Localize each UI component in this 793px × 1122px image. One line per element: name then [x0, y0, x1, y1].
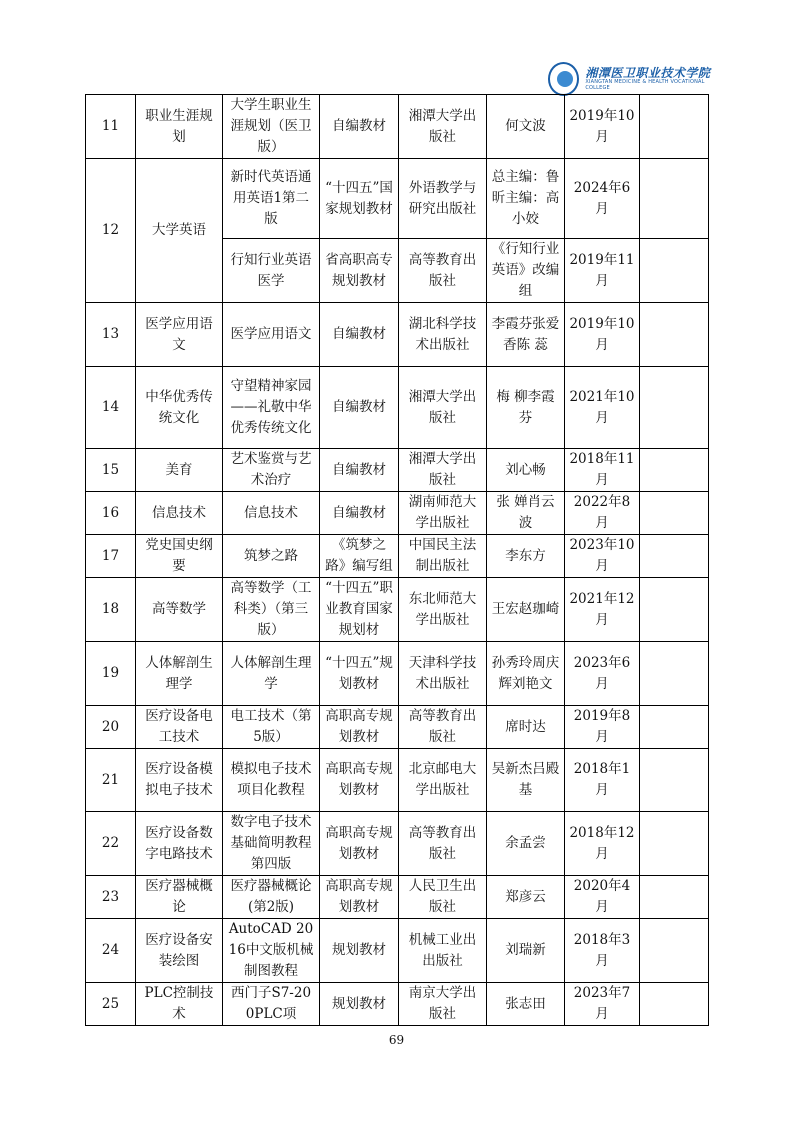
- note: [640, 919, 709, 983]
- publish-date: 2018年1月: [565, 749, 640, 812]
- publish-date: 2021年12月: [565, 578, 640, 642]
- note: [640, 749, 709, 812]
- table-row: [86, 367, 709, 449]
- note: [640, 159, 709, 239]
- publisher: 湘潭大学出版社: [399, 95, 487, 159]
- book-title: 大学生职业生涯规划（医卫版）: [223, 95, 320, 159]
- author: 吴新杰吕殿基: [487, 749, 565, 812]
- course-name: 信息技术: [136, 492, 223, 535]
- publisher: 高等教育出版社: [399, 812, 487, 876]
- book-title: 行知行业英语医学: [223, 239, 320, 303]
- table-row: [86, 159, 709, 239]
- author: 郑彦云: [487, 876, 565, 919]
- author: 王宏赵珈崎: [487, 578, 565, 642]
- publish-date: 2018年12月: [565, 812, 640, 876]
- author: 何文波: [487, 95, 565, 159]
- publish-date: 2020年4月: [565, 876, 640, 919]
- course-name: 医疗设备数字电路技术: [136, 812, 223, 876]
- author: 孙秀玲周庆辉刘艳文: [487, 642, 565, 706]
- row-number: 15: [86, 449, 136, 492]
- publish-date: 2023年6月: [565, 642, 640, 706]
- publisher: 机械工业出出版社: [399, 919, 487, 983]
- table-row: [86, 876, 709, 919]
- book-type: 省高职高专规划教材: [320, 239, 399, 303]
- publish-date: 2023年10月: [565, 535, 640, 578]
- book-type: 自编教材: [320, 95, 399, 159]
- table-row: [86, 578, 709, 642]
- note: [640, 876, 709, 919]
- note: [640, 535, 709, 578]
- table-row: [86, 812, 709, 876]
- book-title: 人体解剖生理学: [223, 642, 320, 706]
- row-number: 13: [86, 303, 136, 367]
- book-type: “十四五”国家规划教材: [320, 159, 399, 239]
- note: [640, 642, 709, 706]
- college-emblem-icon: [548, 62, 579, 96]
- course-name: 医疗器械概论: [136, 876, 223, 919]
- book-type: “十四五”规划教材: [320, 642, 399, 706]
- note: [640, 303, 709, 367]
- note: [640, 449, 709, 492]
- author: 刘心畅: [487, 449, 565, 492]
- publish-date: 2019年10月: [565, 95, 640, 159]
- row-number: 25: [86, 983, 136, 1026]
- course-name: 医学应用语文: [136, 303, 223, 367]
- author: 张 婵肖云波: [487, 492, 565, 535]
- course-name: 人体解剖生理学: [136, 642, 223, 706]
- note: [640, 578, 709, 642]
- course-name: 大学英语: [136, 159, 223, 303]
- book-title: 电工技术（第5版）: [223, 706, 320, 749]
- author: 刘瑞新: [487, 919, 565, 983]
- author: 余孟尝: [487, 812, 565, 876]
- row-number: 20: [86, 706, 136, 749]
- row-number: 12: [86, 159, 136, 303]
- publisher: 高等教育出版社: [399, 239, 487, 303]
- publisher: 湘潭大学出版社: [399, 367, 487, 449]
- book-type: 自编教材: [320, 449, 399, 492]
- logo-subtext: XIANGTAN MEDICINE & HEALTH VOCATIONAL COLLEGE: [585, 79, 705, 91]
- table-row: [86, 492, 709, 535]
- book-title: 守望精神家园——礼敬中华优秀传统文化: [223, 367, 320, 449]
- author: 梅 柳李霞芬: [487, 367, 565, 449]
- table-row: [86, 303, 709, 367]
- row-number: 21: [86, 749, 136, 812]
- course-name: 高等数学: [136, 578, 223, 642]
- publish-date: 2019年10月: [565, 303, 640, 367]
- book-title: 新时代英语通用英语1第二版: [223, 159, 320, 239]
- publisher: 南京大学出版社: [399, 983, 487, 1026]
- course-name: 医疗设备安装绘图: [136, 919, 223, 983]
- book-title: AutoCAD 2016中文版机械制图教程: [223, 919, 320, 983]
- row-number: 19: [86, 642, 136, 706]
- publisher: 天津科学技术出版社: [399, 642, 487, 706]
- note: [640, 812, 709, 876]
- publisher: 东北师范大学出版社: [399, 578, 487, 642]
- publisher: 人民卫生出版社: [399, 876, 487, 919]
- publisher: 高等教育出版社: [399, 706, 487, 749]
- publisher: 中国民主法制出版社: [399, 535, 487, 578]
- author: 李霞芬张爱香陈 蕊: [487, 303, 565, 367]
- publish-date: 2019年8月: [565, 706, 640, 749]
- author: 《行知行业英语》改编组: [487, 239, 565, 303]
- book-type: 规划教材: [320, 983, 399, 1026]
- course-name: PLC控制技术: [136, 983, 223, 1026]
- table-row: [86, 449, 709, 492]
- note: [640, 706, 709, 749]
- course-name: 中华优秀传统文化: [136, 367, 223, 449]
- publish-date: 2023年7月: [565, 983, 640, 1026]
- note: [640, 983, 709, 1026]
- publish-date: 2019年11月: [565, 239, 640, 303]
- publisher: 外语教学与研究出版社: [399, 159, 487, 239]
- book-type: 自编教材: [320, 303, 399, 367]
- book-type: “十四五”职业教育国家规划材: [320, 578, 399, 642]
- row-number: 11: [86, 95, 136, 159]
- publish-date: 2024年6月: [565, 159, 640, 239]
- book-type: 规划教材: [320, 919, 399, 983]
- note: [640, 239, 709, 303]
- note: [640, 95, 709, 159]
- table-row: [86, 749, 709, 812]
- book-title: 医学应用语文: [223, 303, 320, 367]
- table-row: [86, 706, 709, 749]
- row-number: 22: [86, 812, 136, 876]
- table-row: [86, 95, 709, 159]
- course-name: 医疗设备电工技术: [136, 706, 223, 749]
- textbook-table: [85, 94, 709, 1026]
- course-name: 职业生涯规划: [136, 95, 223, 159]
- publish-date: 2021年10月: [565, 367, 640, 449]
- publisher: 湖北科学技术出版社: [399, 303, 487, 367]
- publish-date: 2018年3月: [565, 919, 640, 983]
- table-row: [86, 919, 709, 983]
- book-type: 高职高专规划教材: [320, 706, 399, 749]
- publish-date: 2022年8月: [565, 492, 640, 535]
- course-name: 医疗设备模拟电子技术: [136, 749, 223, 812]
- book-type: 《筑梦之路》编写组: [320, 535, 399, 578]
- publisher: 湘潭大学出版社: [399, 449, 487, 492]
- book-title: 模拟电子技术项目化教程: [223, 749, 320, 812]
- publish-date: 2018年11月: [565, 449, 640, 492]
- book-title: 医疗器械概论(第2版): [223, 876, 320, 919]
- author: 李东方: [487, 535, 565, 578]
- course-name: 美育: [136, 449, 223, 492]
- book-title: 艺术鉴赏与艺术治疗: [223, 449, 320, 492]
- publisher: 北京邮电大学出版社: [399, 749, 487, 812]
- book-title: 筑梦之路: [223, 535, 320, 578]
- logo-text: 湘潭医卫职业技术学院: [585, 65, 711, 80]
- table-row: [86, 642, 709, 706]
- course-name: 党史国史纲要: [136, 535, 223, 578]
- row-number: 14: [86, 367, 136, 449]
- table-row: [86, 983, 709, 1026]
- row-number: 16: [86, 492, 136, 535]
- row-number: 17: [86, 535, 136, 578]
- author: 张志田: [487, 983, 565, 1026]
- row-number: 23: [86, 876, 136, 919]
- author: 席时达: [487, 706, 565, 749]
- book-title: 西门子S7-200PLC项: [223, 983, 320, 1026]
- page-number: 69: [388, 1033, 405, 1047]
- book-title: 高等数学（工科类）（第三版）: [223, 578, 320, 642]
- book-title: 数字电子技术基础简明教程第四版: [223, 812, 320, 876]
- row-number: 24: [86, 919, 136, 983]
- book-title: 信息技术: [223, 492, 320, 535]
- book-type: 高职高专规划教材: [320, 876, 399, 919]
- publisher: 湖南师范大学出版社: [399, 492, 487, 535]
- note: [640, 367, 709, 449]
- author: 总主编：鲁昕主编：高小姣: [487, 159, 565, 239]
- book-type: 高职高专规划教材: [320, 812, 399, 876]
- book-type: 高职高专规划教材: [320, 749, 399, 812]
- book-type: 自编教材: [320, 367, 399, 449]
- row-number: 18: [86, 578, 136, 642]
- table-row: [86, 535, 709, 578]
- note: [640, 492, 709, 535]
- book-type: 自编教材: [320, 492, 399, 535]
- college-logo: [548, 60, 718, 98]
